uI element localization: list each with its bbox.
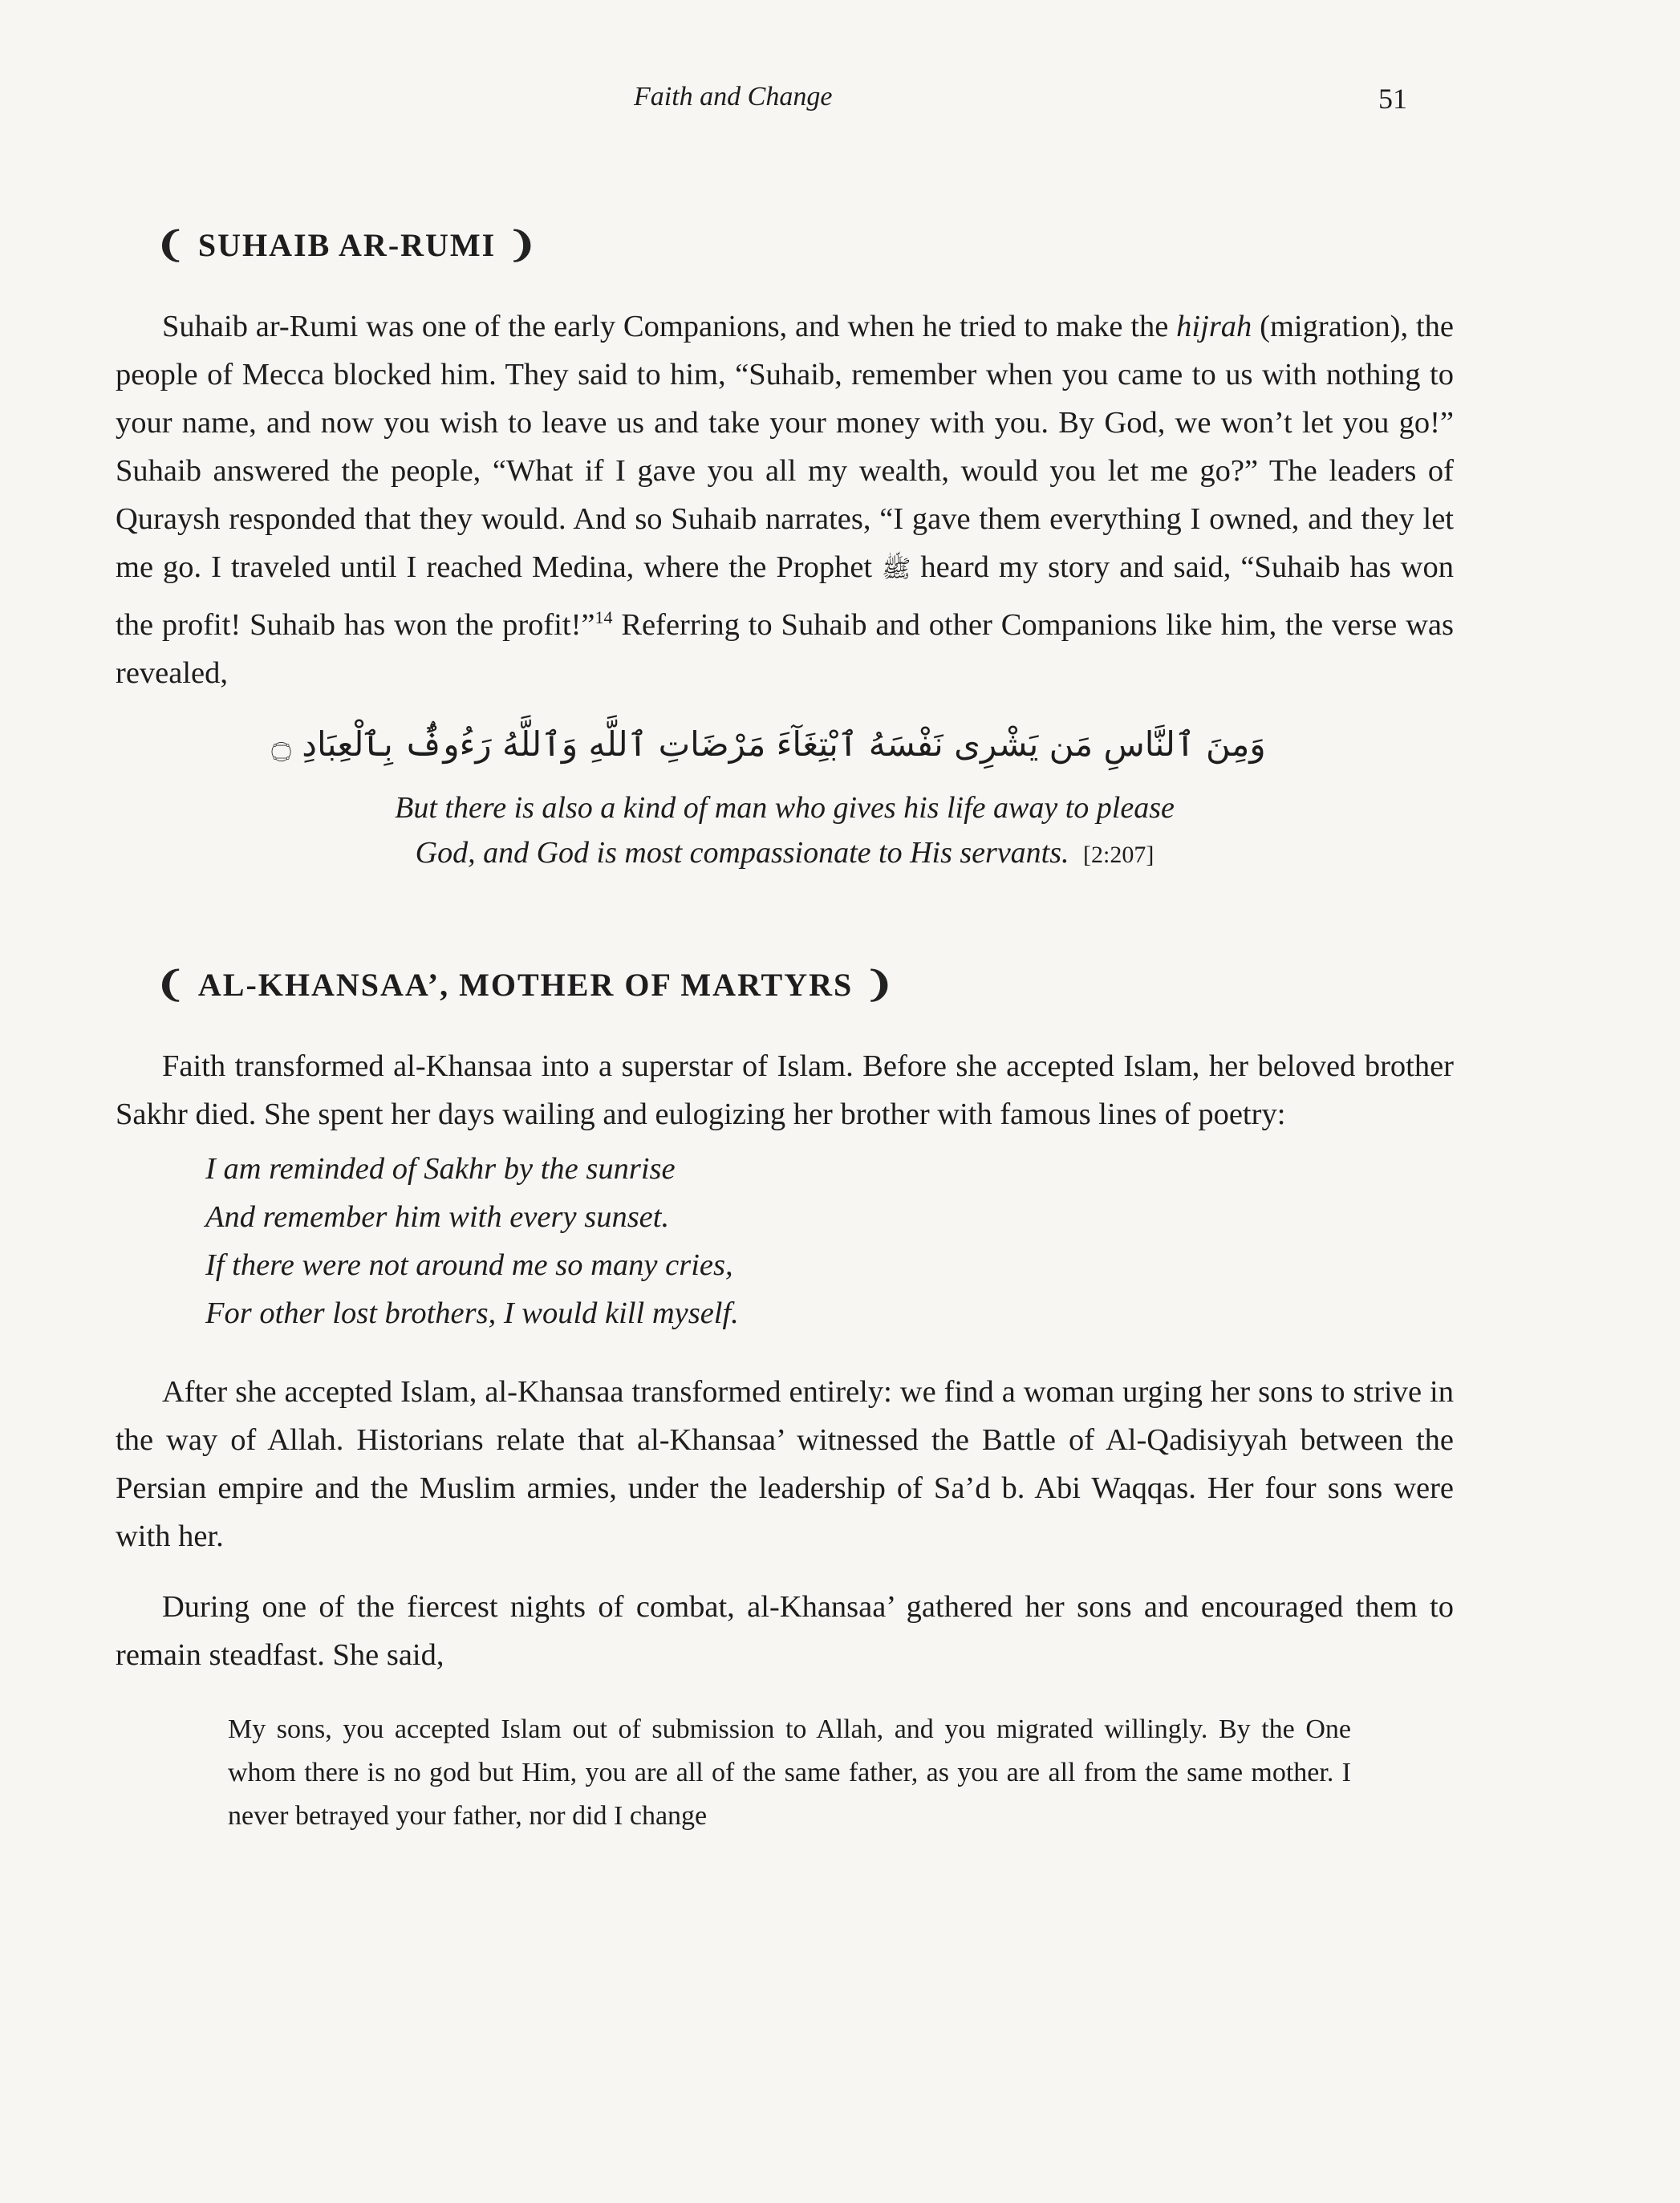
text-run: Referring to Suhaib and other Companions like him, the verse was revealed, — [116, 607, 1454, 690]
poem-line: If there were not around me so many cries, — [205, 1248, 733, 1282]
khansaa-paragraph-2: After she accepted Islam, al-Khansaa transformed entirely: we find a woman urging her sons to strive in the way of Allah. Historians relate that al-Khansaa’ witnessed the Battle of Al-Qadisiyyah between the Persian empire and the Muslim armies, under the leadership of Sa’d b. Abi Waqqas. Her four sons were with her. — [116, 1374, 1454, 1553]
ornament-left-icon: ❨ — [156, 225, 187, 266]
khansaa-paragraph-3: During one of the fiercest nights of combat, al-Khansaa’ gathered her sons and encouraged them to remain steadfast. She said, — [116, 1589, 1454, 1672]
block-quote: My sons, you accepted Islam out of submission to Allah, and you migrated willingly. By the One whom there is no god but Him, you are all of the same father, as you are all from the same mother. I never betrayed your father, nor did I change — [228, 1714, 1351, 1831]
translation-line-2: God, and God is most compassionate to His servants. — [415, 835, 1069, 870]
poem — [205, 1145, 1454, 1337]
text-run: Suhaib ar-Rumi was one of the early Companions, and when he tried to make the — [162, 310, 1177, 343]
poem-line: For other lost brothers, I would kill myself. — [205, 1296, 739, 1330]
heading-text: AL-KHANSAA’, MOTHER OF MARTYRS — [197, 966, 854, 1003]
running-title: Faith and Change — [634, 82, 833, 112]
ornament-right-icon: ❩ — [864, 964, 896, 1005]
arabic-verse: وَمِنَ ٱلنَّاسِ مَن يَشْرِى نَفْسَهُ ٱبْتِغَآءَ مَرْضَاتِ ٱللَّهِ وَٱللَّهُ رَءُوفٌۢ بِٱلْعِبَادِ ۝ — [271, 724, 1266, 764]
page-number: 51 — [1378, 83, 1407, 115]
text-run: heard my story and said, “Suhaib has won the profit! Suhaib has won the profit!” — [116, 550, 1454, 642]
page-body — [116, 225, 1454, 1838]
verse-translation — [116, 785, 1454, 878]
ornament-left-icon: ❨ — [156, 964, 187, 1005]
section-heading-suhaib — [156, 225, 1454, 266]
running-header — [0, 82, 1680, 122]
translation-line-1: But there is also a kind of man who gives his life away to please — [395, 790, 1175, 825]
verse-reference: [2:207] — [1083, 841, 1154, 868]
suhaib-paragraph — [116, 302, 1454, 697]
poem-line: And remember him with every sunset. — [205, 1199, 670, 1234]
section-heading-khansaa — [156, 964, 1454, 1005]
text-run: (migration), the people of Mecca blocked him. They said to him, “Suhaib, remember when you came to us with nothing to your name, and now you wish to leave us and take your money with you. By God, we won’t let you go!” Suhaib answered the people, “What if I gave you all my wealth, would you let me go?” The leaders of Quraysh responded that they would. And so Suhaib narrates, “I gave them everything I owned, and they let me go. I traveled until I reached Medina, where the Prophet — [116, 310, 1455, 584]
spacer — [116, 1560, 1454, 1583]
poem-line: I am reminded of Sakhr by the sunrise — [205, 1151, 676, 1186]
footnote-ref: 14 — [594, 607, 613, 627]
khansaa-paragraph-1: Faith transformed al-Khansaa into a superstar of Islam. Before she accepted Islam, her beloved brother Sakhr died. She spent her days wailing and eulogizing her brother with famous lines of poetry: — [116, 1049, 1454, 1131]
ornament-right-icon: ❩ — [507, 225, 539, 266]
heading-text: SUHAIB AR-RUMI — [197, 227, 497, 263]
salutation-glyph: ﷺ — [882, 555, 911, 583]
italic-term: hijrah — [1176, 310, 1252, 343]
